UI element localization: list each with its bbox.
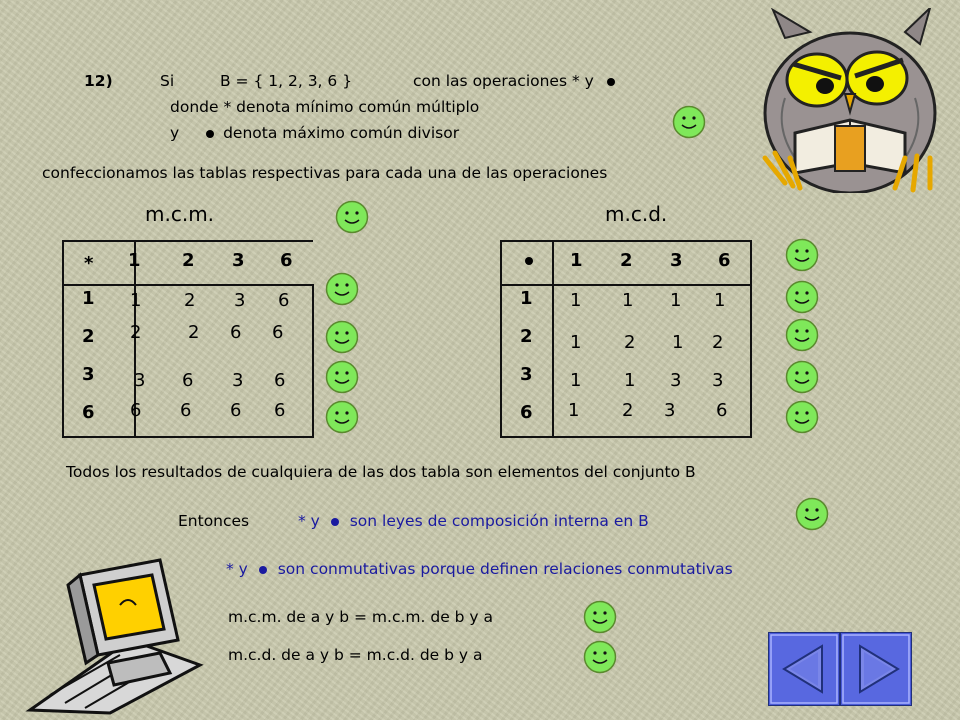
mcm-corner-cell: * [63, 241, 135, 285]
mcd-col-header: 1 [570, 250, 583, 271]
smiley-icon [785, 400, 819, 434]
smiley-icon [672, 105, 706, 139]
definition-line-mcd: denota máximo común divisor [223, 124, 460, 142]
owl-reading-illustration [745, 8, 955, 193]
mcd-cell: 2 [622, 400, 634, 421]
mcm-row-header: 1 [82, 288, 95, 309]
previous-arrow-button[interactable] [774, 638, 836, 700]
dot-operator-icon [259, 566, 267, 574]
mcm-col-header: 1 [128, 250, 141, 271]
mcm-cell: 6 [182, 370, 194, 391]
smiley-icon [785, 360, 819, 394]
ley-composition-text: son leyes de composición interna en B [349, 512, 649, 530]
conclusion-text: Todos los resultados de cualquiera de las dos tabla son elementos del conjunto B [66, 463, 696, 481]
smiley-icon [335, 200, 369, 234]
mcd-col-header: 3 [670, 250, 683, 271]
mcm-cell: 6 [272, 322, 284, 343]
computer-illustration [10, 545, 210, 715]
conm-star-text: * y [226, 560, 248, 578]
mcd-title: m.c.d. [605, 202, 668, 226]
mcm-cell: 6 [278, 290, 290, 311]
mcm-cell: 6 [130, 400, 142, 421]
mcm-row-header: 6 [82, 402, 95, 423]
mcm-cell: 3 [232, 370, 244, 391]
mcd-cell: 1 [570, 332, 582, 353]
mcm-col-header: 6 [280, 250, 293, 271]
mcd-cell: 6 [716, 400, 728, 421]
smiley-icon [325, 360, 359, 394]
smiley-icon [583, 600, 617, 634]
smiley-icon [583, 640, 617, 674]
dot-operator-icon [607, 78, 615, 86]
mcm-cell: 6 [230, 322, 242, 343]
operations-text: con las operaciones * y [413, 72, 594, 90]
smiley-icon [795, 497, 829, 531]
mcm-row-header: 3 [82, 364, 95, 385]
mcm-cell: 2 [184, 290, 196, 311]
mcd-cell: 1 [670, 290, 682, 311]
mcd-row-header: 1 [520, 288, 533, 309]
mcd-cell: 1 [714, 290, 726, 311]
mcm-col-header: 3 [232, 250, 245, 271]
mcd-col-header: 2 [620, 250, 633, 271]
mcm-title: m.c.m. [145, 202, 215, 226]
conmutative-text: son conmutativas porque definen relaciones conmutativas [277, 560, 733, 578]
property-mcm-text: m.c.m. de a y b = m.c.m. de b y a [228, 608, 494, 626]
smiley-icon [325, 320, 359, 354]
mcd-row-header: 2 [520, 326, 533, 347]
mcm-row-header: 2 [82, 326, 95, 347]
mcd-cell: 3 [712, 370, 724, 391]
si-word: Si [160, 72, 175, 90]
problem-number: 12) [84, 72, 113, 90]
mcm-cell: 6 [274, 370, 286, 391]
dot-operator-icon [331, 518, 339, 526]
mcm-cell: 3 [134, 370, 146, 391]
mcm-cell: 2 [188, 322, 200, 343]
mcd-row-header: 6 [520, 402, 533, 423]
mcd-row-header: 3 [520, 364, 533, 385]
dot-operator-icon [525, 257, 533, 265]
mcd-col-header: 6 [718, 250, 731, 271]
smiley-icon [785, 238, 819, 272]
mcd-cell: 3 [664, 400, 676, 421]
intro-text: confeccionamos las tablas respectivas para cada una de las operaciones [42, 164, 608, 182]
mcd-cell: 1 [568, 400, 580, 421]
smiley-icon [325, 272, 359, 306]
property-mcd-text: m.c.d. de a y b = m.c.d. de b y a [228, 646, 483, 664]
mcd-cell: 3 [670, 370, 682, 391]
y-word: y [170, 124, 180, 142]
mcm-cell: 6 [274, 400, 286, 421]
mcd-cell: 1 [624, 370, 636, 391]
mcd-cell: 2 [712, 332, 724, 353]
mcm-col-header: 2 [182, 250, 195, 271]
mcm-cell: 2 [130, 322, 142, 343]
mcd-cell: 1 [622, 290, 634, 311]
mcd-cell: 1 [570, 290, 582, 311]
smiley-icon [325, 400, 359, 434]
definition-line-mcm: donde * denota mínimo común múltiplo [170, 98, 480, 116]
mcm-cell: 6 [230, 400, 242, 421]
mcd-cell: 1 [570, 370, 582, 391]
ley-star-text: * y [298, 512, 320, 530]
mcd-table-content [500, 240, 760, 430]
mcm-cell: 1 [130, 290, 142, 311]
smiley-icon [785, 318, 819, 352]
mcd-cell: 2 [624, 332, 636, 353]
mcd-cell: 1 [672, 332, 684, 353]
dot-operator-icon [206, 130, 214, 138]
mcm-cell: 3 [234, 290, 246, 311]
entonces-label: Entonces [178, 512, 250, 530]
next-arrow-button[interactable] [846, 638, 908, 700]
smiley-icon [785, 280, 819, 314]
set-definition: B = { 1, 2, 3, 6 } [220, 72, 353, 90]
mcm-table-content [62, 240, 322, 430]
navigation-bar [768, 632, 912, 706]
mcm-cell: 6 [180, 400, 192, 421]
